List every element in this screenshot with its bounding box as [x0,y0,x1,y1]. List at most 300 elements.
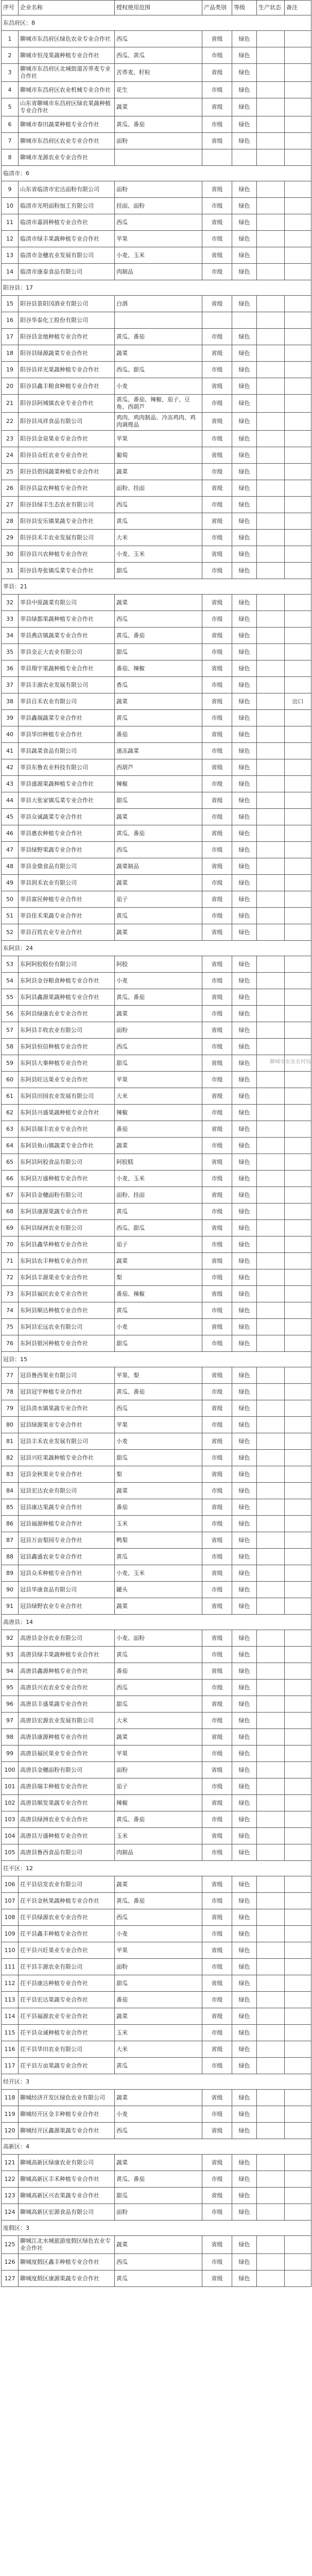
cell-note [285,1876,311,1893]
cell-products [115,312,202,329]
cell-no: 69 [2,1220,19,1236]
cell-products: 苹果 [115,1942,202,1959]
table-row [2,1450,311,1466]
cell-no: 27 [2,497,19,513]
cell-products: 肉制品 [115,1844,202,1861]
cell-category: 市级 [202,264,232,280]
cell-category: 市级 [202,1302,232,1319]
cell-category: 省级 [202,989,232,1006]
cell-company: 聊城高新区宏源食品有限公司 [19,2204,115,2221]
group-row [2,1352,311,1367]
cell-products: 小麦 [115,973,202,989]
cell-company: 茌平县金秋果蔬种植专业合作社 [19,1893,115,1909]
cell-products: 番茄 [115,1992,202,2008]
cell-note [285,1483,311,1499]
cell-level: 绿色 [232,2090,257,2106]
cell-note [285,247,311,264]
cell-no: 37 [2,677,19,693]
cell-note [285,116,311,133]
cell-level: 绿色 [232,133,257,149]
cell-level: 绿色 [232,924,257,941]
table-row [2,1811,311,1828]
cell-no: 112 [2,1975,19,1992]
cell-products: 苹果 [115,1745,202,1762]
group-title: 临清市：6 [2,166,311,181]
cell-level: 绿色 [232,1138,257,1154]
cell-level: 绿色 [232,1942,257,1959]
cell-status [257,1532,285,1549]
cell-products: 蔬菜 [115,1006,202,1022]
cell-level: 绿色 [232,1630,257,1647]
group-row [2,579,311,595]
cell-level: 绿色 [232,1450,257,1466]
cell-no: 24 [2,447,19,464]
cell-level: 绿色 [232,1499,257,1516]
cell-status [257,378,285,395]
cell-category: 市级 [202,116,232,133]
cell-category: 市级 [202,2058,232,2074]
table-row [2,378,311,395]
cell-products: 黄瓜、番茄 [115,116,202,133]
cell-status [257,1138,285,1154]
cell-category: 省级 [202,792,232,809]
cell-company: 东阿县鑫源果蔬种植专业合作社 [19,989,115,1006]
table-row [2,1039,311,1055]
cell-status [257,513,285,530]
cell-note [285,842,311,858]
cell-status [257,875,285,891]
table-row [2,1598,311,1615]
cell-no: 74 [2,1302,19,1319]
cell-products: 梨 [115,1466,202,1483]
cell-status [257,447,285,464]
cell-no: 48 [2,858,19,875]
cell-level: 绿色 [232,1236,257,1253]
cell-company: 阳谷县兴农种植专业合作社 [19,546,115,563]
cell-products: 小麦、玉米 [115,1171,202,1187]
cell-note [285,1926,311,1942]
table-row [2,413,311,431]
cell-status [257,858,285,875]
cell-products: 葡萄 [115,447,202,464]
table-row [2,1072,311,1088]
cell-status [257,312,285,329]
header-note: 备注 [285,1,311,15]
cell-category: 市级 [202,809,232,825]
cell-note [285,1417,311,1433]
cell-note [285,1713,311,1729]
cell-no: 91 [2,1598,19,1615]
cell-category: 省级 [202,546,232,563]
cell-category: 省级 [202,1795,232,1811]
cell-note [285,530,311,546]
cell-note [285,595,311,611]
cell-status [257,2155,285,2171]
cell-no: 7 [2,133,19,149]
cell-status [257,1450,285,1466]
table-row [2,530,311,546]
cell-products: 玉米 [115,1516,202,1532]
cell-category: 市级 [202,1680,232,1696]
cell-products: 面粉 [115,1959,202,1975]
cell-products: 面粉 [115,2204,202,2221]
header-no: 序号 [2,1,19,15]
cell-note [285,1039,311,1055]
cell-level: 绿色 [232,1565,257,1582]
cell-category: 市级 [202,1236,232,1253]
table-row [2,1844,311,1861]
cell-status [257,530,285,546]
cell-level: 绿色 [232,2236,257,2254]
cell-no: 58 [2,1039,19,1055]
cell-category: 市级 [202,1778,232,1795]
table-row [2,1253,311,1269]
cell-products: 甜瓜 [115,792,202,809]
cell-level: 绿色 [232,1795,257,1811]
cell-level: 绿色 [232,1433,257,1450]
cell-status [257,296,285,312]
cell-category: 省级 [202,1828,232,1844]
cell-note [285,2204,311,2221]
cell-note [285,264,311,280]
cell-company: 冠县绿野农业专业合作社 [19,1598,115,1615]
cell-products: 甜瓜 [115,1450,202,1466]
table-row [2,1417,311,1433]
cell-level: 绿色 [232,214,257,231]
cell-products: 黄瓜 [115,513,202,530]
table-row [2,1006,311,1022]
group-row [2,2074,311,2090]
cell-no: 102 [2,1795,19,1811]
cell-level: 绿色 [232,908,257,924]
cell-company: 东阿县康源果蔬专业合作社 [19,1204,115,1220]
cell-company: 山东省聊城市东昌府区绿农果蔬种植专业合作社 [19,98,115,116]
cell-note [285,1400,311,1417]
cell-status [257,2236,285,2254]
cell-category: 省级 [202,64,232,82]
cell-status [257,1335,285,1352]
cell-company: 阳谷县安乐镇果蔬专业合作社 [19,513,115,530]
cell-category [202,149,232,166]
cell-note [285,214,311,231]
cell-category: 省级 [202,1942,232,1959]
cell-category: 省级 [202,1466,232,1483]
cell-status [257,1663,285,1680]
cell-status [257,1582,285,1598]
cell-category: 省级 [202,2041,232,2058]
cell-no: 120 [2,2123,19,2139]
cell-company: 山东省临清市宏达面粉有限公司 [19,181,115,198]
cell-products: 小麦 [115,1926,202,1942]
cell-category: 省级 [202,2188,232,2204]
cell-status [257,891,285,908]
cell-no: 34 [2,628,19,644]
group-title: 东昌府区：8 [2,15,311,31]
table-row [2,2041,311,2058]
cell-level: 绿色 [232,1549,257,1565]
cell-products: 蔬菜 [115,1483,202,1499]
cell-no: 52 [2,924,19,941]
table-row [2,464,311,480]
cell-note [285,2155,311,2171]
cell-no: 56 [2,1006,19,1022]
table-row [2,825,311,842]
cell-note [285,858,311,875]
cell-status [257,133,285,149]
cell-level: 绿色 [232,1154,257,1171]
cell-company: 高唐县丰盛果蔬专业合作社 [19,1696,115,1713]
cell-note [285,345,311,362]
cell-no: 90 [2,1582,19,1598]
table-row [2,1975,311,1992]
cell-status [257,743,285,759]
cell-note [285,1647,311,1663]
cell-category: 市级 [202,1105,232,1121]
cell-status [257,1269,285,1286]
cell-status [257,563,285,579]
table-row [2,1499,311,1516]
cell-note [285,1532,311,1549]
cell-status [257,842,285,858]
cell-level: 绿色 [232,546,257,563]
header-products: 授权使用范围 [115,1,202,15]
cell-status [257,1483,285,1499]
cell-company: 莘县燕店镇蔬菜专业合作社 [19,628,115,644]
cell-status [257,47,285,64]
cell-note [285,2123,311,2139]
cell-status [257,1647,285,1663]
table-row [2,1335,311,1352]
cell-level: 绿色 [232,1713,257,1729]
cell-products: 小麦 [115,1319,202,1335]
cell-note [285,546,311,563]
cell-status [257,2025,285,2041]
watermark-text: 聊城市农业农村局 [270,1059,311,1065]
cell-status [257,2123,285,2139]
cell-level: 绿色 [232,611,257,628]
cell-no: 121 [2,2155,19,2171]
cell-note [285,2090,311,2106]
cell-note [285,1121,311,1138]
cell-company: 冠县康达果蔬专业合作社 [19,1499,115,1516]
cell-category: 市级 [202,710,232,726]
cell-company: 阳谷县寿张镇瓜菜专业合作社 [19,563,115,579]
cell-no: 87 [2,1532,19,1549]
table-row [2,1663,311,1680]
cell-products: 蔬菜 [115,2090,202,2106]
cell-status [257,1039,285,1055]
table-row [2,809,311,825]
cell-company: 高唐县绿洲农业专业合作社 [19,1811,115,1828]
cell-company: 莘县佳禾果蔬专业合作社 [19,908,115,924]
cell-category: 市级 [202,1204,232,1220]
cell-no: 35 [2,644,19,660]
cell-products: 黄瓜 [115,908,202,924]
cell-company: 茌平县绿源农业专业合作社 [19,1909,115,1926]
cell-products: 阿胶糕 [115,1154,202,1171]
cell-status [257,1713,285,1729]
cell-category: 市级 [202,82,232,98]
cell-products: 鸭梨 [115,1532,202,1549]
cell-category: 市级 [202,1844,232,1861]
cell-category: 市级 [202,973,232,989]
cell-products: 黄瓜、番茄 [115,1893,202,1909]
cell-category: 市级 [202,2254,232,2270]
cell-level: 绿色 [232,1516,257,1532]
cell-products: 苹果 [115,1072,202,1088]
cell-level: 绿色 [232,1417,257,1433]
cell-company: 莘县众诚蔬菜专业合作社 [19,809,115,825]
table-row [2,1876,311,1893]
cell-no: 65 [2,1154,19,1171]
cell-note [285,2025,311,2041]
table-row [2,858,311,875]
cell-category: 市级 [202,1959,232,1975]
cell-company: 聊城市东昌府区农业机械专业合作社 [19,82,115,98]
cell-company: 聊城市恒茂果蔬种植专业合作社 [19,47,115,64]
cell-category: 省级 [202,693,232,710]
cell-level: 绿色 [232,677,257,693]
cell-level: 绿色 [232,891,257,908]
cell-no: 110 [2,1942,19,1959]
cell-note [285,1236,311,1253]
cell-level: 绿色 [232,1582,257,1598]
table-row [2,2123,311,2139]
cell-no: 96 [2,1696,19,1713]
cell-level: 绿色 [232,231,257,247]
group-title: 高唐县：14 [2,1615,311,1630]
cell-company: 阳谷县绿源蔬菜专业合作社 [19,345,115,362]
cell-products: 香瓜 [115,677,202,693]
cell-category: 市级 [202,1171,232,1187]
cell-category: 省级 [202,726,232,743]
cell-no: 101 [2,1778,19,1795]
cell-status [257,1286,285,1302]
cell-products: 苹果 [115,1417,202,1433]
cell-products: 甜瓜 [115,1696,202,1713]
cell-note [285,1072,311,1088]
cell-no: 92 [2,1630,19,1647]
cell-no: 45 [2,809,19,825]
cell-company: 高唐县金穗面粉有限公司 [19,1762,115,1778]
cell-company: 东阿县鑫华种植专业合作社 [19,1236,115,1253]
table-row [2,973,311,989]
cell-company: 聊城经开区金丰种植专业合作社 [19,2106,115,2123]
cell-category: 省级 [202,31,232,47]
cell-products: 花生 [115,82,202,98]
cell-status [257,1006,285,1022]
cell-category: 市级 [202,2106,232,2123]
cell-category: 市级 [202,1647,232,1663]
cell-category: 省级 [202,1433,232,1450]
cell-no: 38 [2,693,19,710]
cell-no: 72 [2,1269,19,1286]
cell-company: 聊城市东昌府区绿色农业专业合作社 [19,31,115,47]
cell-company: 茌平县万亩果蔬专业合作社 [19,2058,115,2074]
cell-company: 东阿县顺达种植专业合作社 [19,1302,115,1319]
cell-company: 冠县金秋果业专业合作社 [19,1466,115,1483]
cell-level: 绿色 [232,563,257,579]
table-row [2,1745,311,1762]
cell-category: 市级 [202,875,232,891]
cell-products: 蔬菜 [115,2008,202,2025]
cell-note [285,1253,311,1269]
cell-category: 省级 [202,345,232,362]
cell-category: 市级 [202,1582,232,1598]
cell-company: 莘县富民种植专业合作社 [19,891,115,908]
cell-company: 临清市康泰食品有限公司 [19,264,115,280]
cell-note [285,1630,311,1647]
cell-note [285,726,311,743]
cell-no: 6 [2,116,19,133]
cell-status [257,759,285,776]
cell-note [285,677,311,693]
table-row [2,759,311,776]
cell-level: 绿色 [232,2041,257,2058]
cell-status [257,1516,285,1532]
table-row [2,513,311,530]
cell-status [257,1319,285,1335]
cell-products: 蔬菜 [115,1729,202,1745]
cell-products: 番茄 [115,1499,202,1516]
cell-note [285,1367,311,1384]
cell-note [285,1811,311,1828]
cell-category: 省级 [202,1598,232,1615]
cell-no: 14 [2,264,19,280]
cell-no: 123 [2,2188,19,2204]
cell-products: 西瓜 [115,31,202,47]
cell-status [257,611,285,628]
cell-no: 29 [2,530,19,546]
cell-level: 绿色 [232,693,257,710]
cell-company: 莘县金鼎食品有限公司 [19,858,115,875]
cell-category: 省级 [202,296,232,312]
cell-category: 市级 [202,329,232,345]
cell-no: 67 [2,1187,19,1204]
cell-level: 绿色 [232,1171,257,1187]
cell-status [257,1154,285,1171]
cell-level: 绿色 [232,1022,257,1039]
cell-category: 省级 [202,1729,232,1745]
cell-note [285,1499,311,1516]
cell-no: 73 [2,1286,19,1302]
table-row [2,296,311,312]
cell-note [285,1975,311,1992]
cell-no: 61 [2,1088,19,1105]
cell-company: 莘县中原蔬菜有限公司 [19,595,115,611]
table-row [2,693,311,710]
cell-company: 聊城经开区鑫源果蔬专业合作社 [19,2123,115,2139]
cell-products: 小麦、玉米 [115,546,202,563]
cell-level: 绿色 [232,1598,257,1615]
table-row [2,677,311,693]
cell-company: 东阿县兴盛果蔬种植专业合作社 [19,1105,115,1121]
table-row [2,2008,311,2025]
cell-category: 市级 [202,362,232,378]
cell-level: 绿色 [232,825,257,842]
cell-note [285,1959,311,1975]
table-row [2,644,311,660]
cell-category: 省级 [202,956,232,973]
cell-note [285,792,311,809]
cell-products: 黄瓜、番茄 [115,1811,202,1828]
table-row [2,1483,311,1499]
cell-level: 绿色 [232,1400,257,1417]
cell-level: 绿色 [232,1088,257,1105]
cell-products: 蔬菜 [115,1138,202,1154]
cell-status [257,1844,285,1861]
table-row [2,1630,311,1647]
